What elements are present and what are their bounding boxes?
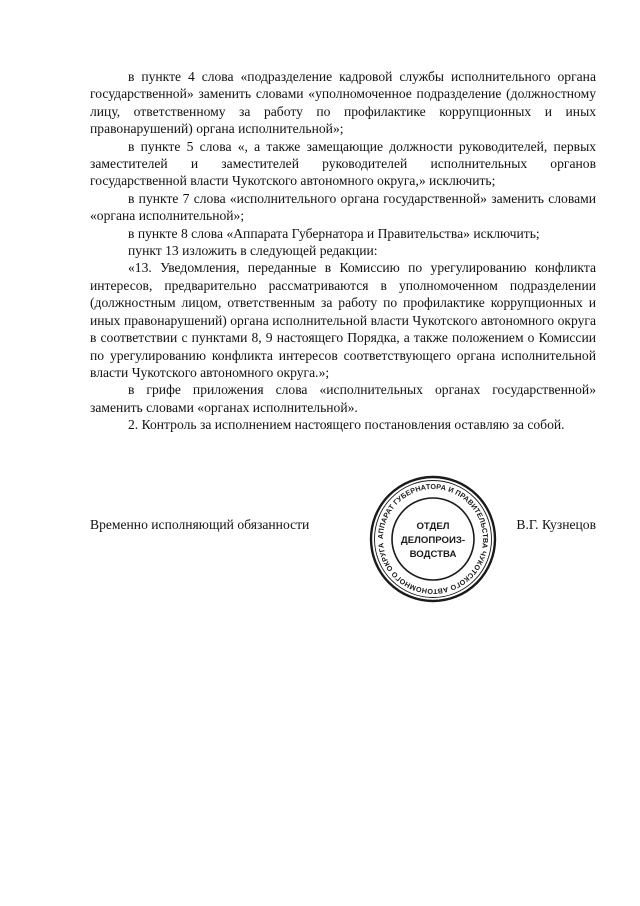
stamp-center-line-3: ВОДСТВА [409,549,457,560]
stamp-seal-graphic [368,474,498,604]
paragraph-item-13-intro: пункт 13 изложить в следующей редакции: [128,243,378,259]
official-stamp [368,474,498,604]
signature-name: В.Г. Кузнецов [516,517,596,532]
paragraph-item-7-amendment: в пункте 7 слова «исполнительного органа государственной» заменить словами «органа исполнительной»; [90,190,596,224]
paragraph-item-8-amendment: в пункте 8 слова «Аппарата Губернатора и Правительства» исключить; [128,225,540,241]
stamp-center-line-1: ОТДЕЛ [416,521,450,532]
signature-title: Временно исполняющий обязанности [90,517,310,532]
paragraph-item-5-amendment: в пункте 5 слова «, а также замещающие должности руководителей, первых заместителей и заместителей руководителей исполнительных органов государственной власти Чукотского автономного округа,» исключить; [90,138,596,189]
paragraph-control-clause: 2. Контроль за исполнением настоящего постановления оставляю за собой. [128,417,565,433]
stamp-ring-text: АППАРАТ ГУБЕРНАТОРА И ПРАВИТЕЛЬСТВА ЧУКОТСКОГО АВТОНОМНОГО ОКРУГА [375,481,491,597]
stamp-center-line-2: ДЕЛОПРОИЗ- [400,535,466,546]
paragraph-item-13-text: «13. Уведомления, переданные в Комиссию по урегулированию конфликта интересов, предварительно рассматриваются в уполномоченном подразделении (должностным лицом, ответственным за работу по профилактике коррупционных и иных правонарушений) органа исполнительной власти Чукотского автономного округа в соответствии с пунктами 8, 9 настоящего Порядка, а также положением о Комиссии по урегулированию конфликта интересов соответствующего органа исполнительной власти Чукотского автономного округа.»; [90,260,596,380]
paragraph-appendix-heading-amendment: в грифе приложения слова «исполнительных органах государственной» заменить словами «органах исполнительной». [90,382,596,415]
paragraph-item-4-amendment: в пункте 4 слова «подразделение кадровой службы исполнительного органа государственной» заменить словами «уполномоченное подразделение (должностному лицу, ответственному за работу по профилактике коррупционных и иных правонарушений) органа исполнительной»; [90,69,596,137]
document-body [90,68,596,434]
